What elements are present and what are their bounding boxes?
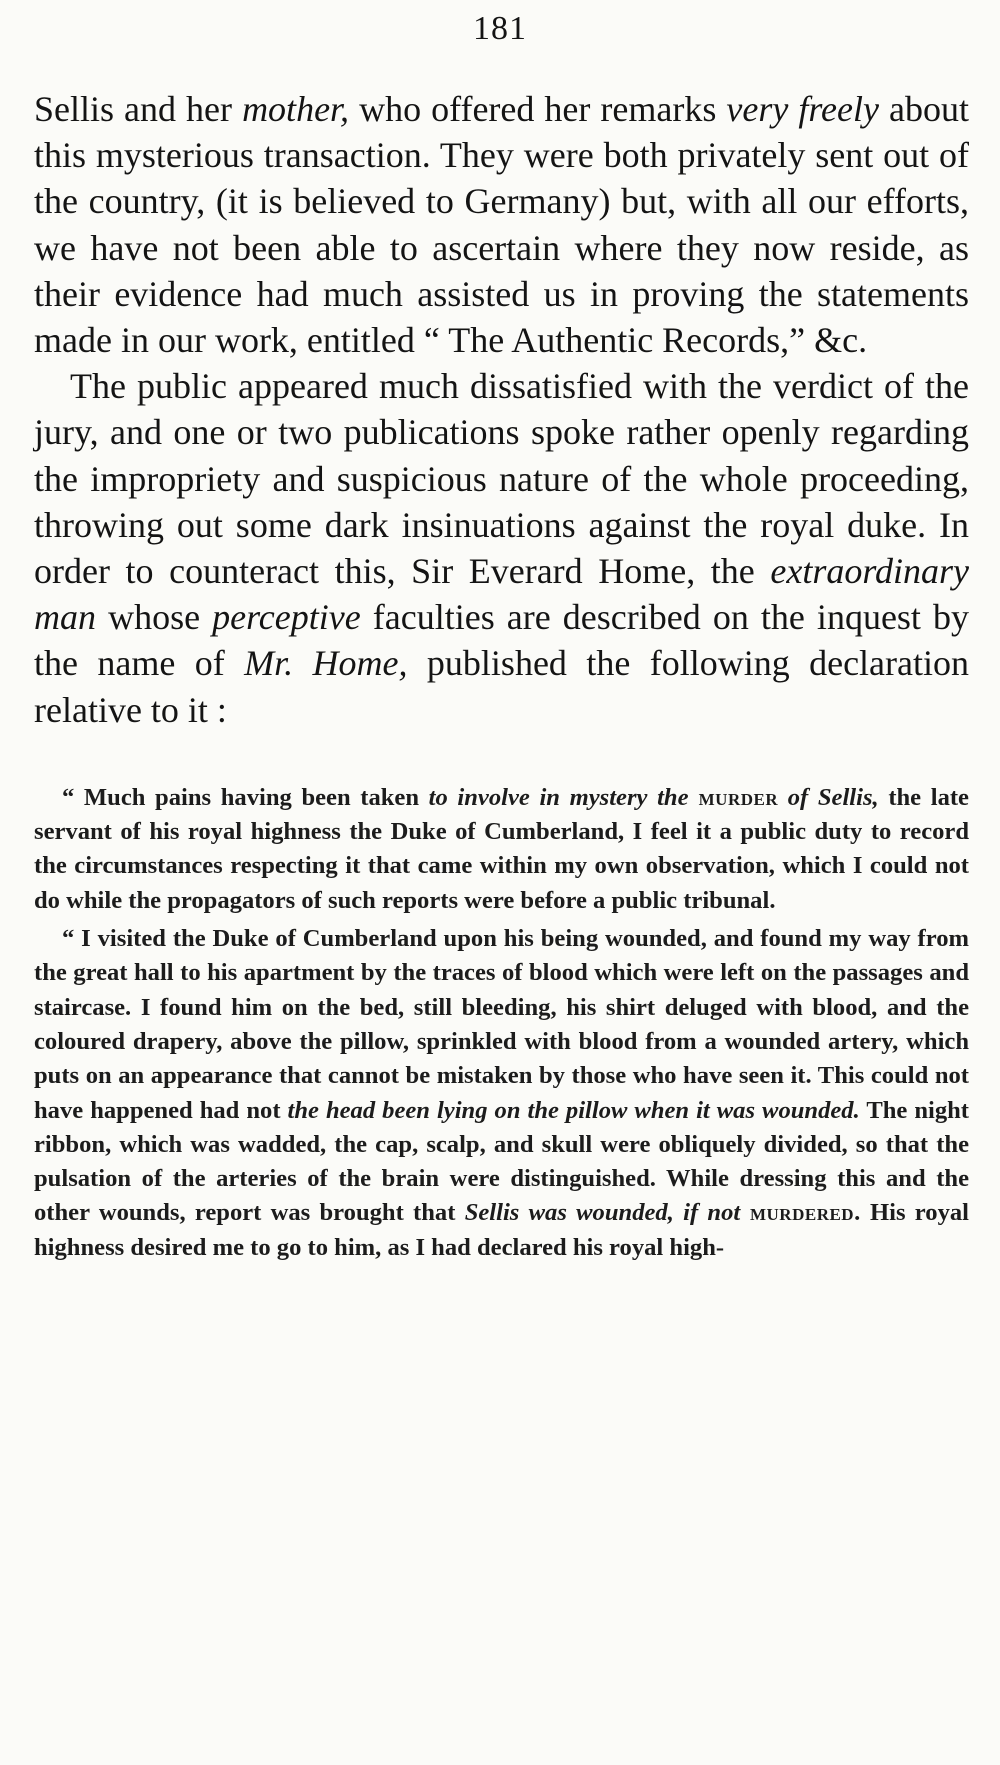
paragraph-2 (34, 363, 969, 733)
paragraph-1 (34, 86, 969, 363)
main-text (34, 86, 969, 733)
quote-1-small-caps: murder (688, 783, 779, 811)
paragraph-2-text: published the following declaration relative to it : (34, 643, 970, 730)
paragraph-1-italic: very freely (726, 89, 879, 129)
quote-1-italic: to involve in mystery the (428, 783, 689, 811)
quote-2-text: His royal highness desired me to go to him, as I had declared his royal high- (34, 1199, 970, 1261)
paragraph-2-text: whose (96, 597, 213, 638)
paragraph-1-italic: mother, (242, 89, 350, 129)
paragraph-1-text: Sellis and her (34, 89, 243, 129)
quote-2-text: The night ribbon, which was wadded, the cap, scalp, and skull were obliquely divided, so that the pulsation of the arteries of the brain were distinguished. While dressing this and the other wounds, report was brought that (34, 1096, 969, 1227)
paragraph-1-text: about this mysterious transaction. They were both privately sent out of the country, (it is believed to Germany) but, with all our efforts, we have not been able to ascertain where they now reside, as their evidence had much assisted us in proving the statements made in our work, entitled “ The Authentic Records,” &c. (34, 89, 970, 361)
body-text (34, 86, 969, 1265)
quote-1-text: “ Much pains having been taken (62, 783, 429, 811)
quote-2-italic: the head been lying on the pillow when it was wounded. (287, 1096, 860, 1124)
paragraph-2-text: faculties are described on the inquest by the name of (34, 597, 969, 684)
quote-paragraph-1 (34, 781, 969, 918)
quote-2-italic: Sellis was wounded, if not (464, 1199, 741, 1227)
quote-1-text: the late servant of his royal highness the Duke of Cumberland, I feel it a public duty to record the circumstances respecting it that came within my own observation, which I could not do while the propagators of such reports were before a public tribunal. (34, 783, 969, 914)
page-number: 181 (473, 10, 527, 47)
quote-2-small-caps: murdered. (740, 1199, 861, 1227)
paragraph-2-italic: perceptive (212, 597, 361, 638)
quote-paragraph-2 (34, 922, 969, 1265)
paragraph-1-text: who offered her remarks (349, 89, 727, 129)
paragraph-2-italic: Mr. Home, (244, 643, 408, 684)
quote-1-italic: of Sellis, (778, 783, 879, 811)
paragraph-2-text: The public appeared much dissatisfied with the verdict of the jury, and one or two publications spoke rather openly regarding the impropriety and suspicious nature of the whole proceeding, throwing out some dark insinuations against the royal duke. In order to counteract this, Sir Everard Home, the (34, 366, 969, 592)
paragraph-2-italic: extraordinary man (34, 551, 969, 638)
quote-2-text: “ I visited the Duke of Cumberland upon his being wounded, and found my way from the great hall to his apartment by the traces of blood which were left on the passages and staircase. I found him on the bed, still bleeding, his shirt deluged with blood, and the coloured drapery, above the pillow, sprinkled with blood from a wounded artery, which puts on an appearance that cannot be mistaken by those who have seen it. This could not have happened had not (34, 925, 969, 1124)
quoted-declaration (34, 781, 969, 1265)
